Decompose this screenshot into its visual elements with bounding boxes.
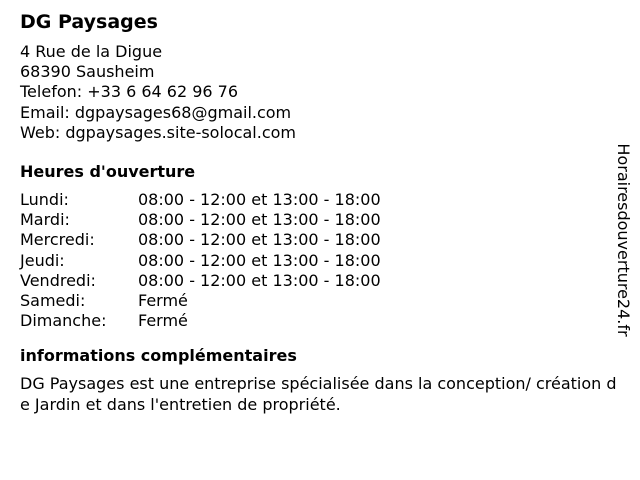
hours-row-dimanche: [20, 311, 610, 331]
day-hours: Fermé: [138, 311, 188, 331]
day-label: Lundi:: [20, 190, 69, 210]
email-text: Email: dgpaysages68@gmail.com: [20, 102, 292, 122]
day-hours: 08:00 - 12:00 et 13:00 - 18:00: [138, 210, 381, 230]
day-label: Dimanche:: [20, 311, 107, 331]
day-label: Samedi:: [20, 291, 86, 311]
business-name: DG Paysages: [20, 11, 158, 33]
hours-row-lundi: [20, 190, 610, 210]
day-label: Vendredi:: [20, 270, 96, 290]
business-card: [20, 8, 617, 415]
day-hours: 08:00 - 12:00 et 13:00 - 18:00: [138, 190, 381, 210]
day-hours: 08:00 - 12:00 et 13:00 - 18:00: [138, 230, 381, 250]
day-label: Mercredi:: [20, 230, 95, 250]
address-street: 4 Rue de la Digue: [20, 42, 163, 61]
day-hours: 08:00 - 12:00 et 13:00 - 18:00: [138, 270, 381, 290]
contact-block: [20, 42, 610, 143]
hours-heading: Heures d'ouverture: [20, 162, 196, 182]
day-hours: Fermé: [138, 291, 188, 311]
hours-row-samedi: [20, 291, 610, 311]
watermark-text: Horairesdouverture24.fr: [614, 143, 633, 337]
day-label: Mardi:: [20, 210, 70, 230]
hours-row-vendredi: [20, 271, 610, 291]
info-heading: informations complémentaires: [20, 346, 297, 366]
day-hours: 08:00 - 12:00 et 13:00 - 18:00: [138, 250, 381, 270]
hours-row-jeudi: [20, 251, 610, 271]
hours-row-mardi: [20, 210, 610, 230]
business-description: DG Paysages est une entreprise spécialisée dans la conception/ création de Jardin et dans l'entretien de propriété.: [20, 374, 617, 414]
hours-row-mercredi: [20, 230, 610, 250]
hours-table: [20, 190, 610, 331]
day-label: Jeudi:: [20, 250, 65, 270]
address-city: 68390 Sausheim: [20, 62, 155, 82]
phone-text: Telefon: +33 6 64 62 96 76: [20, 82, 239, 102]
web-text: Web: dgpaysages.site-solocal.com: [20, 122, 296, 142]
